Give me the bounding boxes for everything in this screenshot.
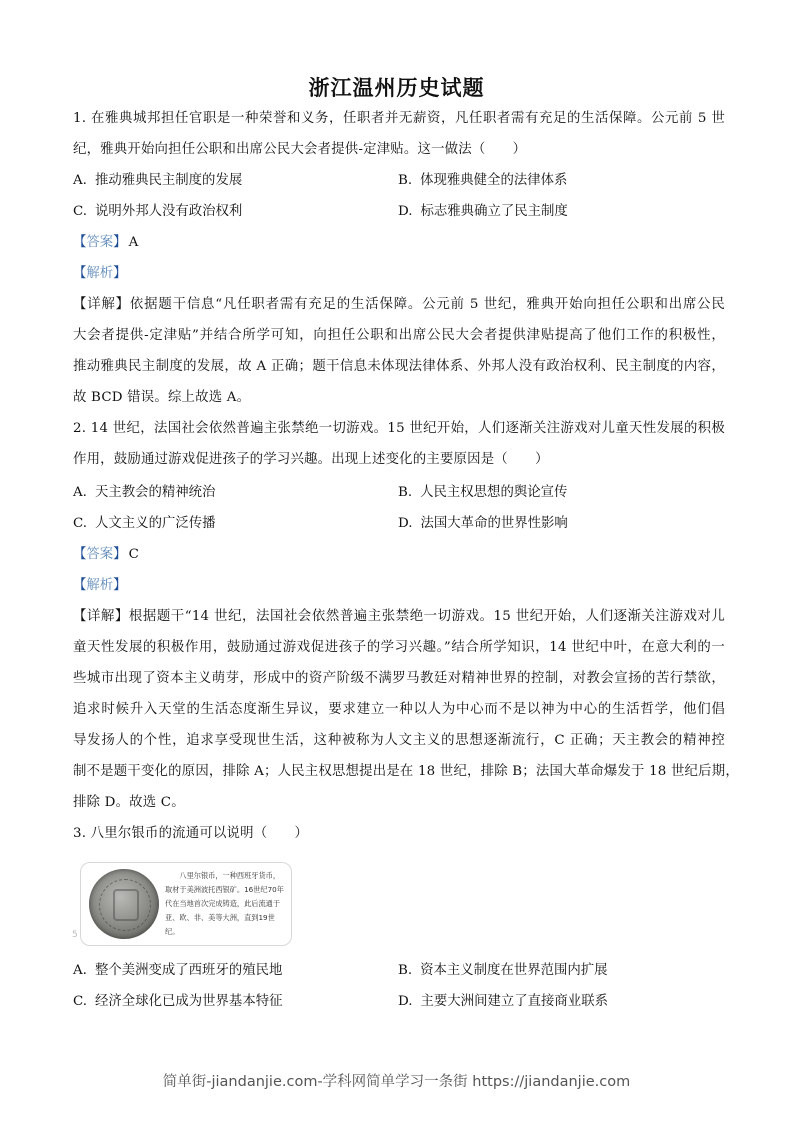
page-title: 浙江温州历史试题	[308, 76, 485, 100]
q1-detail-line-2: 大会者提供-定津贴”并结合所学可知，向担任公职和出席公民大会者提供津贴提高了他们工作的积极性，	[73, 328, 725, 343]
q2-answer: 【答案】 C	[73, 547, 139, 562]
q2-detail-line-5: 导发扬人的个性，追求享受现世生活，这种被称为人文主义的思想逐渐流行，C 正确；天主教会的精神控	[73, 733, 725, 748]
q3-option-a: A. 整个美洲变成了西班牙的殖民地	[73, 963, 283, 978]
q2-detail-line-6: 制不是题干变化的原因，排除 A；人民主权思想提出是在 18 世纪，排除 B；法国大革命爆发于 18 世纪后期，	[73, 764, 739, 779]
q1-analysis-label: 【解析】	[73, 266, 127, 281]
q2-option-a: A. 天主教会的精神统治	[73, 485, 216, 500]
q2-option-c: C. 人文主义的广泛传播	[73, 516, 216, 531]
q1-option-c: C. 说明外邦人没有政治权利	[73, 204, 243, 219]
q1-detail-line-4: 故 BCD 错误。综上故选 A。	[73, 390, 251, 405]
q2-detail-label: 【详解】	[73, 609, 129, 624]
q1-stem-line-2: 纪，雅典开始向担任公职和出席公民大会者提供-定津贴。这一做法（ ）	[73, 142, 527, 157]
q1-option-d: D. 标志雅典确立了民主制度	[398, 204, 568, 219]
q2-detail-line-1: 【详解】根据题干“14 世纪，法国社会依然普遍主张禁绝一切游戏。15 世纪开始，人们逐渐关注游戏对儿	[73, 609, 725, 624]
q2-detail-line-3: 些城市出现了资本主义萌芽，形成中的资产阶级不满罗马教廷对精神世界的控制，对教会宣扬的苦行禁欲，	[73, 671, 725, 686]
q3-stem-line-1: 3. 八里尔银币的流通可以说明（ ）	[73, 826, 309, 841]
q3-figure-mark: 5	[72, 930, 78, 940]
q2-analysis-label: 【解析】	[73, 578, 127, 593]
q2-stem-line-1: 2. 14 世纪，法国社会依然普遍主张禁绝一切游戏。15 世纪开始，人们逐渐关注游戏对儿童天性发展的积极	[73, 421, 725, 436]
q3-option-d: D. 主要大洲间建立了直接商业联系	[398, 994, 608, 1009]
q1-answer: 【答案】 A	[73, 235, 139, 250]
q1-option-a: A. 推动雅典民主制度的发展	[73, 173, 243, 188]
q1-stem-line-1: 1. 在雅典城邦担任官职是一种荣誉和义务，任职者并无薪资，凡任职者需有充足的生活保障。公元前 5 世	[73, 111, 725, 126]
q2-stem-line-2: 作用，鼓励通过游戏促进孩子的学习兴趣。出现上述变化的主要原因是（ ）	[73, 452, 549, 467]
silver-coin-image-icon	[89, 869, 159, 939]
q2-detail-line-7: 排除 D。故选 C。	[73, 795, 185, 810]
q2-option-d: D. 法国大革命的世界性影响	[398, 516, 568, 531]
q2-detail-line-4: 追求时候升入天堂的生活态度渐生异议，要求建立一种以人为中心而不是以神为中心的生活哲学，他们倡	[73, 702, 725, 717]
q1-answer-value: A	[128, 235, 139, 250]
q3-figure-coin-card	[80, 862, 292, 946]
q1-detail-line-3: 推动雅典民主制度的发展，故 A 正确；题干信息未体现法律体系、外邦人没有政治权利、民主制度的内容，	[73, 359, 725, 374]
q3-figure-caption: 八里尔银币，一种西班牙货币，取材于美洲波托西银矿。16世纪70年代在当地首次完成铸造，此后流通于亚、欧、非、美等大洲，直到19世纪。	[165, 871, 284, 936]
q3-option-b: B. 资本主义制度在世界范围内扩展	[398, 963, 608, 978]
q1-option-b: B. 体现雅典健全的法律体系	[398, 173, 568, 188]
q2-detail-line-2: 童天性发展的积极作用，鼓励通过游戏促进孩子的学习兴趣。”结合所学知识，14 世纪中叶，在意大利的一	[73, 640, 725, 655]
q3-option-c: C. 经济全球化已成为世界基本特征	[73, 994, 283, 1009]
footer-watermark-link[interactable]: 简单街-jiandanjie.com-学科网简单学习一条街 https://jiandanjie.com	[162, 1074, 631, 1090]
q1-detail-line-1: 【详解】依据题干信息“凡任职者需有充足的生活保障。公元前 5 世纪，雅典开始向担任公职和出席公民	[73, 297, 725, 312]
q1-detail-label: 【详解】	[73, 297, 130, 312]
q2-option-b: B. 人民主权思想的舆论宣传	[398, 485, 568, 500]
q2-answer-value: C	[128, 547, 139, 562]
